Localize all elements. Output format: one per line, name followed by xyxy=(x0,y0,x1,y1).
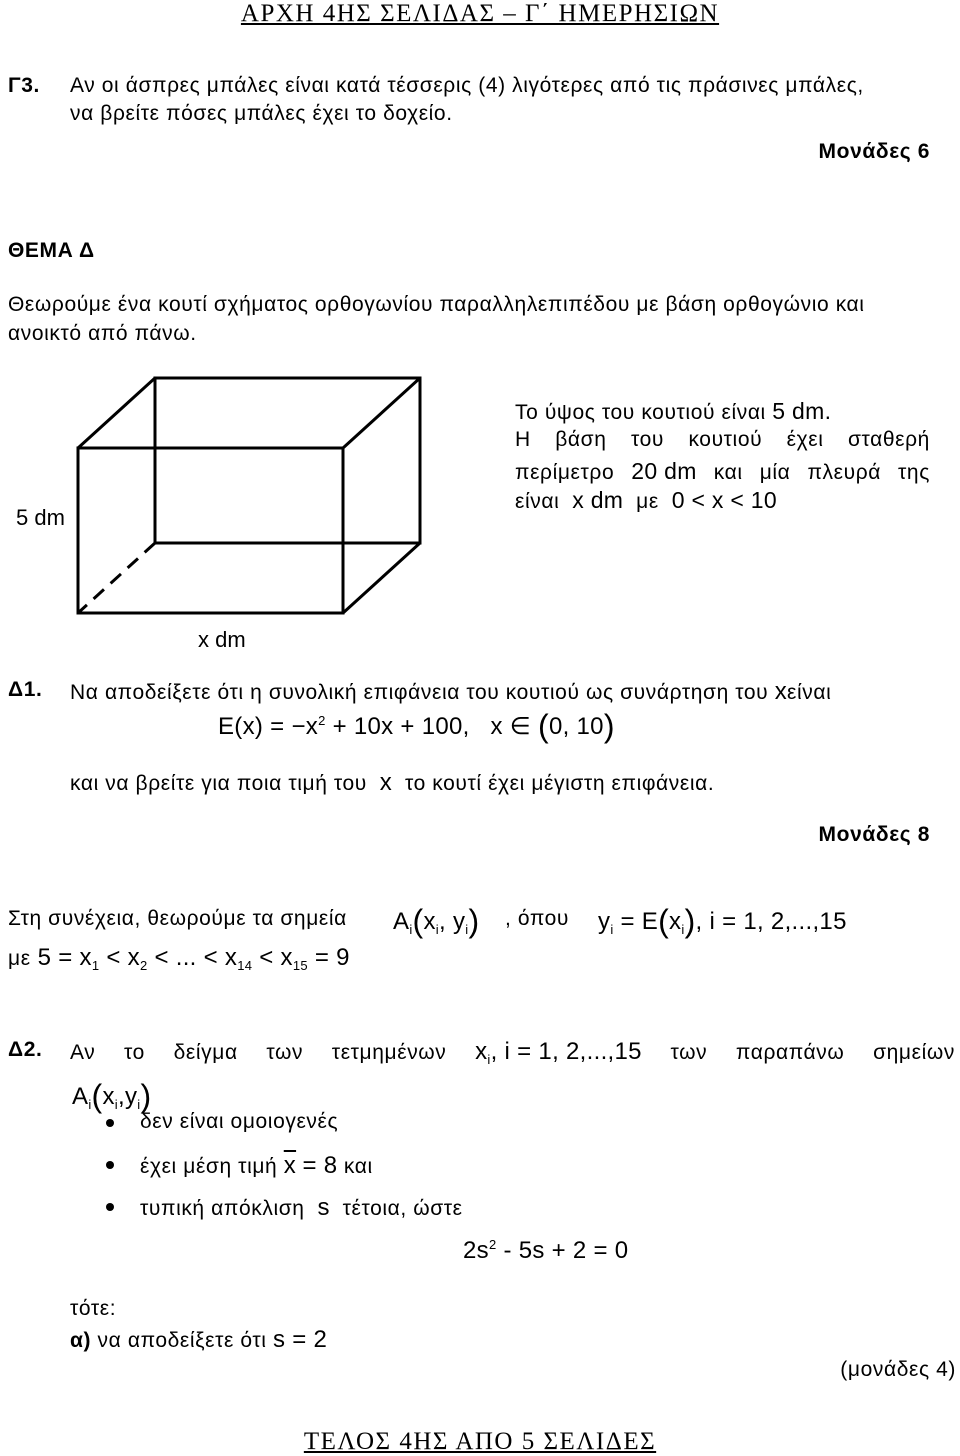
bullet-1-icon xyxy=(106,1119,114,1127)
thema-intro-line1: Θεωρούμε ένα κουτί σχήματος ορθογωνίου παραλληλεπιπέδου με βάση ορθογώνιο και xyxy=(8,293,865,316)
cont-where: , όπου xyxy=(505,907,570,930)
bullet-2-icon xyxy=(106,1161,114,1169)
thema-intro-line2: ανοικτό από πάνω. xyxy=(8,322,197,345)
d2-bullet-1: δεν είναι ομοιογενές xyxy=(140,1110,339,1133)
base-label: x dm xyxy=(198,627,246,652)
d2-part-a-points: (μονάδες 4) xyxy=(840,1358,956,1381)
page-header: ΑΡΧΗ 4ΗΣ ΣΕΛΙΔΑΣ – Γ΄ ΗΜΕΡΗΣΙΩΝ xyxy=(240,0,720,27)
box-edge-top-left xyxy=(78,378,155,448)
d2-bullet-3: τυπική απόκλιση s τέτοια, ώστε xyxy=(140,1194,463,1221)
figure-desc-line3: περίμετρο 20 dm και μία πλευρά της xyxy=(515,458,930,484)
figure-desc-line2: Η βάση του κουτιού έχει σταθερή xyxy=(515,428,930,451)
box-edge-bottom-right xyxy=(343,543,420,613)
d2-bullet-2: έχει μέση τιμή $\overline{x} = 8$ και xyxy=(140,1152,373,1179)
g3-line1: Αν οι άσπρες μπάλες είναι κατά τέσσερις (4) λιγότερες από τις πράσινες μπάλες, xyxy=(70,74,864,97)
g3-points: Μονάδες 6 xyxy=(818,140,930,163)
d1-points: Μονάδες 8 xyxy=(818,823,930,846)
cont-line2: με $5 = x_1 < x_2$ < ... < $x_{14} < x_{15} = 9$ xyxy=(8,944,350,973)
g3-line2: να βρείτε πόσες μπάλες έχει το δοχείο. xyxy=(70,102,453,125)
cont-y-def: $y_i = E(x_i)$, i = 1, 2,...,15 xyxy=(598,903,847,939)
bullet-3-icon xyxy=(106,1203,114,1211)
g3-label: Γ3. xyxy=(8,74,40,97)
d2-points-notation: $A_i(x_i,y_i)$ xyxy=(72,1078,152,1114)
d2-part-a: α) να αποδείξετε ότι s = 2 xyxy=(70,1326,328,1353)
d2-line1: Αν το δείγμα των τετμημένων $x_i$, i = 1, 2,...,15 των παραπάνω σημείων xyxy=(70,1038,955,1067)
open-box-figure xyxy=(0,360,500,620)
box-hidden-diagonal xyxy=(78,543,155,613)
page-footer: ΤΕΛΟΣ 4ΗΣ ΑΠΟ 5 ΣΕΛΙΔΕΣ xyxy=(303,1428,657,1455)
cont-line1: Στη συνέχεια, θεωρούμε τα σημεία xyxy=(8,907,347,930)
figure-desc-line1: Το ύψος του κουτιού είναι 5 dm. xyxy=(515,398,832,424)
box-front-face xyxy=(78,448,343,613)
d1-formula: $E(x) = -x^2 + 10x + 100$, x ∈ (0, 10) xyxy=(218,708,615,744)
d2-equation: $2s^2 - 5s + 2 = 0$ xyxy=(463,1237,629,1264)
d1-label: Δ1. xyxy=(8,678,43,701)
d2-then: τότε: xyxy=(70,1297,117,1320)
d1-text-line2: και να βρείτε για ποια τιμή του x το κουτί έχει μέγιστη επιφάνεια. xyxy=(70,769,715,796)
box-back-face xyxy=(155,378,420,543)
d2-label: Δ2. xyxy=(8,1038,43,1061)
box-edge-top-right xyxy=(343,378,420,448)
thema-title: ΘΕΜΑ Δ xyxy=(8,239,95,262)
height-label: 5 dm xyxy=(16,505,65,530)
cont-point-def: $A_i(x_i$, $y_i$) xyxy=(393,903,480,939)
figure-desc-line4: είναι x dm με 0 < x < 10 xyxy=(515,487,777,513)
d1-text-line1: Να αποδείξετε ότι η συνολική επιφάνεια του κουτιού ως συνάρτηση του xείναι xyxy=(70,678,832,705)
